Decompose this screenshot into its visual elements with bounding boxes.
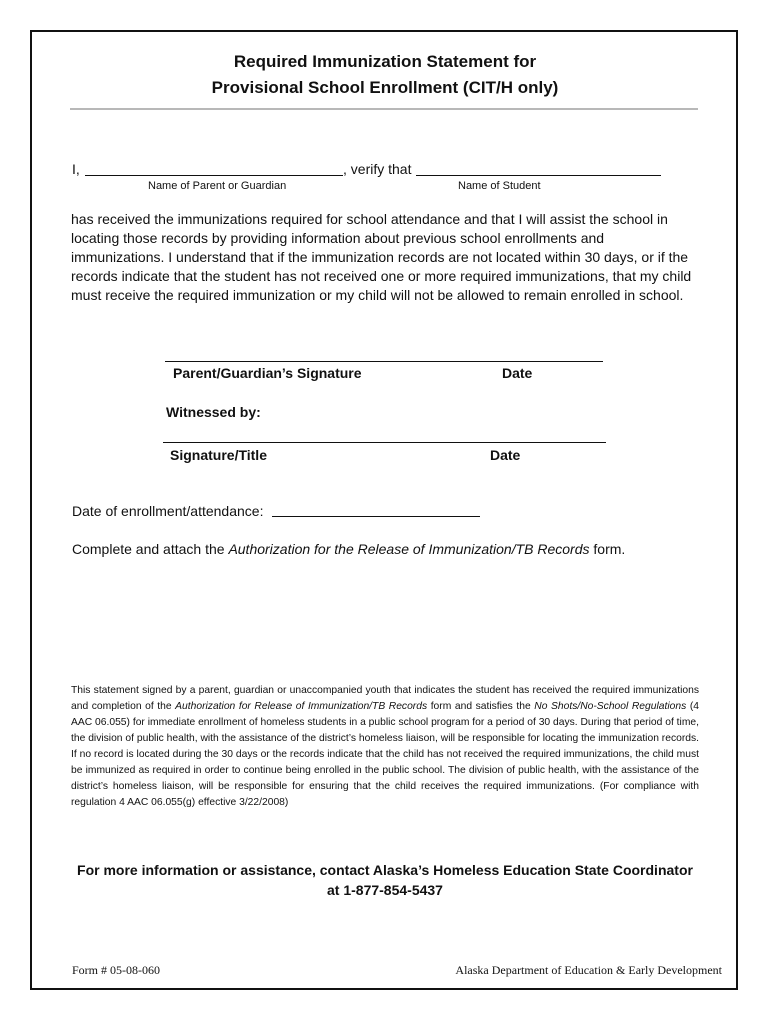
compliance-text: This statement signed by a parent, guardian or unaccompanied youth that indicates the student has received the required immunizations and completion of the [71, 685, 699, 712]
witness-signature-label: Signature/Title [170, 447, 267, 463]
parent-name-field[interactable] [85, 175, 343, 176]
statement-line: records indicate that the student has not received one or more required immunizations, that my child [71, 268, 692, 284]
compliance-text: form and satisfies the [427, 701, 535, 712]
parent-date-label: Date [502, 365, 533, 381]
compliance-statement [71, 683, 699, 811]
compliance-form-reference: Authorization for Release of Immunization/TB Records [175, 701, 428, 712]
parent-signature-field[interactable] [165, 361, 603, 362]
attach-form-name: Authorization for the Release of Immunization/TB Records [228, 541, 590, 557]
witnessed-by-label: Witnessed by: [166, 404, 261, 420]
attach-suffix: form. [589, 541, 626, 557]
parent-signature-label: Parent/Guardian’s Signature [173, 365, 362, 381]
document-title-line-1: Required Immunization Statement for [233, 52, 537, 71]
contact-line-1: For more information or assistance, contact Alaska’s Homeless Education State Coordinator [77, 862, 693, 878]
document-title-line-2: Provisional School Enrollment (CIT/H only) [211, 78, 559, 97]
statement-paragraph [71, 210, 706, 305]
attach-prefix: Complete and attach the [72, 541, 229, 557]
compliance-regulation-name: No Shots/No-School Regulations [534, 701, 687, 712]
form-number: Form # 05-08-060 [72, 963, 160, 977]
title-divider [70, 108, 698, 110]
statement-line: immunizations. I understand that if the immunization records are not located within 30 days, or if the [71, 249, 689, 265]
verify-middle: , verify that [343, 161, 412, 177]
compliance-text: (4 AAC 06.055) for immediate enrollment of homeless students in a public school program for a period of 30 days. During that period of time, the division of public health, with the assistance of the district’s homeless liaison, will be responsible for locating the immunization records. If no record is located during the 30 days or the records indicate that the child has not received the required immunizations, the child must be immunized as required in order to continue being enrolled in the public school. The division of public health, with the assistance of the district’s homeless liaison, will be responsible for ensuring that the child receives the required immunizations. (For compliance with regulation 4 AAC 06.055(g) effective 3/22/2008) [71, 701, 699, 808]
statement-line: must receive the required immunization or my child will not be allowed to remain enrolled in school. [71, 287, 684, 303]
parent-name-caption: Name of Parent or Guardian [148, 180, 287, 192]
student-name-field[interactable] [416, 175, 661, 176]
witness-date-label: Date [490, 447, 521, 463]
witness-signature-field[interactable] [163, 442, 606, 443]
department-name: Alaska Department of Education & Early Development [455, 963, 722, 977]
enrollment-date-label: Date of enrollment/attendance: [72, 503, 264, 519]
attach-instruction [72, 540, 712, 559]
statement-line: locating those records by providing information about previous school enrollments and [71, 230, 605, 246]
student-name-caption: Name of Student [458, 180, 541, 192]
verify-prefix: I, [72, 161, 80, 177]
enrollment-date-field[interactable] [272, 516, 480, 517]
contact-phone: at 1-877-854-5437 [327, 882, 443, 898]
statement-line: has received the immunizations required for school attendance and that I will assist the school in [71, 211, 668, 227]
